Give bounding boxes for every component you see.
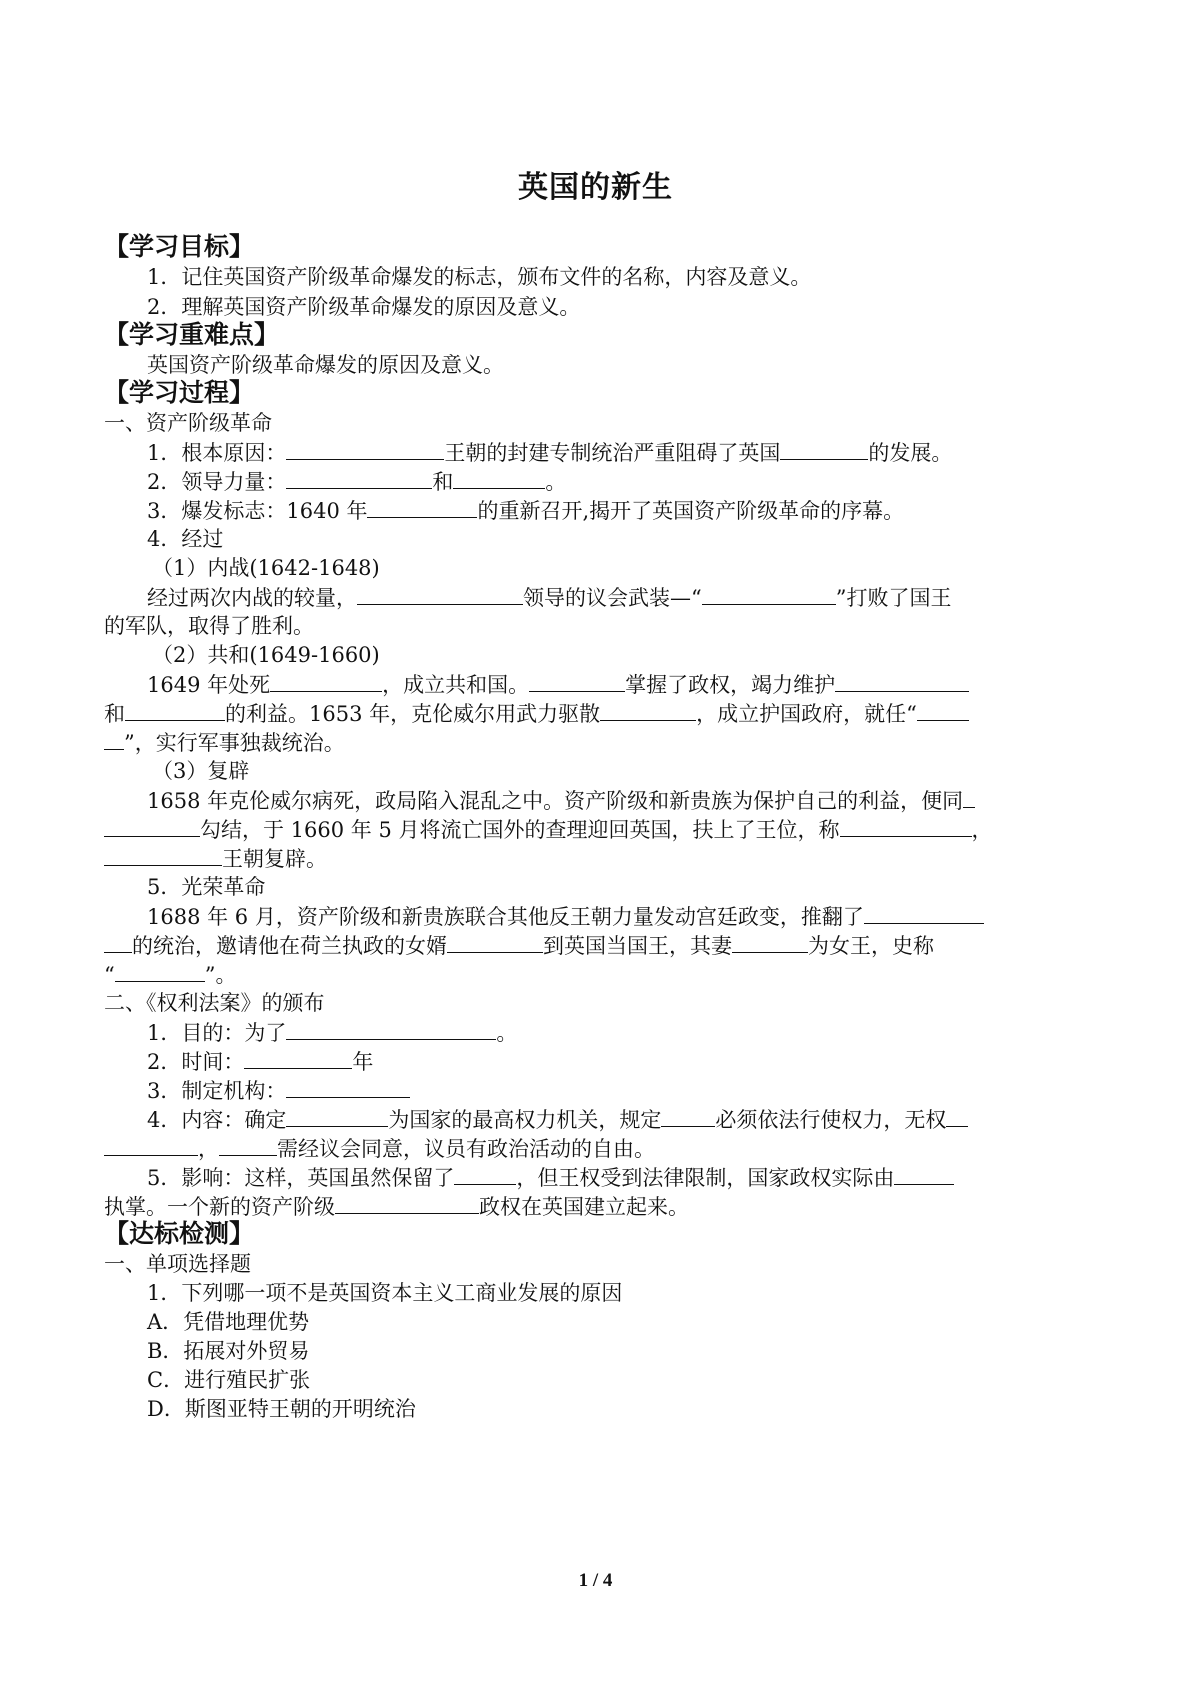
restoration-line-1 [147, 785, 975, 816]
fill-blank[interactable] [335, 1191, 479, 1214]
page-title: 英国的新生 [518, 170, 673, 205]
item-text: 。 [545, 470, 567, 494]
item-text: ， [971, 818, 993, 842]
bill-impact-line-1 [147, 1162, 954, 1193]
fill-blank[interactable] [357, 582, 523, 605]
item-text: ”，实行军事独裁统治。 [124, 731, 345, 755]
bill-content-line-1 [147, 1104, 968, 1135]
option-c[interactable]: C．进行殖民扩张 [147, 1368, 311, 1392]
fill-blank[interactable] [835, 669, 969, 692]
item-text: ，成立护国政府，就任“ [696, 702, 917, 726]
glorious-line-1 [147, 901, 984, 932]
item-text: 和 [104, 702, 125, 726]
fill-blank[interactable] [270, 669, 382, 692]
fill-blank[interactable] [104, 814, 200, 837]
item-text: 3．制定机构： [147, 1079, 287, 1103]
item-outbreak [147, 495, 904, 526]
fill-blank[interactable] [115, 959, 205, 982]
item-text: 5．影响：这样，英国虽然保留了 [147, 1166, 455, 1190]
item-text: 必须依法行使权力，无权 [715, 1108, 947, 1132]
restoration-line-3 [104, 843, 327, 874]
item-text: 年 [352, 1050, 374, 1074]
item-text: 政权在英国建立起来。 [479, 1195, 689, 1219]
fill-blank[interactable] [219, 1133, 277, 1156]
item-text: 3．爆发标志：1640 年 [147, 499, 368, 523]
bill-purpose [147, 1017, 517, 1048]
question-1: 1．下列哪一项不是英国资本主义工商业发展的原因 [147, 1281, 623, 1305]
fill-blank[interactable] [125, 698, 225, 721]
option-a[interactable]: A．凭借地理优势 [147, 1310, 310, 1334]
item-text: ，成立共和国。 [382, 673, 530, 697]
goal-item-1: 1．记住英国资产阶级革命爆发的标志，颁布文件的名称，内容及意义。 [147, 265, 812, 289]
fill-blank[interactable] [286, 437, 444, 460]
test-section-title: 一、单项选择题 [104, 1252, 251, 1276]
civil-war-line-2: 的军队，取得了胜利。 [104, 614, 314, 638]
civil-war-line-1 [147, 582, 952, 613]
fill-blank[interactable] [104, 843, 222, 866]
section-2-title: 二、《权利法案》的颁布 [104, 991, 325, 1015]
subsection-restoration: （3）复辟 [152, 759, 250, 783]
item-text: 的发展。 [868, 441, 953, 465]
fill-blank[interactable] [286, 1104, 388, 1127]
fill-blank[interactable] [840, 814, 972, 837]
item-text: 1．根本原因： [147, 441, 287, 465]
item-text: 勾结，于 1660 年 5 月将流亡国外的查理迎回英国，扶上了王位，称 [200, 818, 840, 842]
item-text: 为国家的最高权力机关，规定 [388, 1108, 662, 1132]
heading-key-points: 【学习重难点】 [104, 320, 280, 349]
fill-blank[interactable] [286, 466, 432, 489]
item-text: 到英国当国王，其妻 [543, 934, 732, 958]
fill-blank[interactable] [780, 437, 868, 460]
republic-line-3 [104, 727, 345, 758]
item-text: 需经议会同意，议员有政治活动的自由。 [277, 1137, 655, 1161]
republic-line-2 [104, 698, 969, 729]
glorious-line-3 [104, 959, 237, 990]
item-text: ”打败了国王 [835, 586, 952, 610]
fill-blank[interactable] [286, 1017, 496, 1040]
bill-time [147, 1046, 373, 1077]
subsection-republic: （2）共和(1649-1660) [152, 643, 380, 667]
fill-blank[interactable] [447, 930, 543, 953]
item-text: 王朝的封建专制统治严重阻碍了英国 [444, 441, 781, 465]
subsection-civil-war: （1）内战(1642-1648) [152, 556, 380, 580]
fill-blank[interactable] [600, 698, 696, 721]
goal-item-2: 2．理解英国资产阶级革命爆发的原因及意义。 [147, 295, 581, 319]
fill-blank[interactable] [454, 1162, 516, 1185]
option-d[interactable]: D．斯图亚特王朝的开明统治 [147, 1397, 416, 1421]
item-glorious-revolution: 5．光荣革命 [147, 875, 266, 899]
fill-blank[interactable] [661, 1104, 715, 1127]
item-text: 1688 年 6 月，资产阶级和新贵族联合其他反王朝力量发动宫廷政变，推翻了 [147, 905, 864, 929]
republic-line-1 [147, 669, 969, 700]
fill-blank[interactable] [864, 901, 984, 924]
item-text: 1658 年克伦威尔病死，政局陷入混乱之中。资产阶级和新贵族为保护自己的利益，便同 [147, 789, 964, 813]
item-text: 经过两次内战的较量， [147, 586, 357, 610]
item-text: 。 [496, 1021, 518, 1045]
item-text: 的重新召开,揭开了英国资产阶级革命的序幕。 [477, 499, 905, 523]
bill-content-line-2 [104, 1133, 655, 1164]
item-text: 执掌。一个新的资产阶级 [104, 1195, 335, 1219]
fill-blank[interactable] [453, 466, 545, 489]
glorious-line-2 [104, 930, 934, 961]
fill-blank[interactable] [917, 698, 969, 721]
option-b[interactable]: B．拓展对外贸易 [147, 1339, 310, 1363]
item-text: 领导的议会武装—“ [523, 586, 702, 610]
item-text: 和 [432, 470, 454, 494]
item-text: “ [104, 963, 115, 987]
fill-blank[interactable] [286, 1075, 410, 1098]
fill-blank[interactable] [244, 1046, 352, 1069]
fill-blank[interactable] [104, 727, 124, 750]
item-text: ”。 [204, 963, 237, 987]
item-text: 为女王，史称 [808, 934, 934, 958]
item-text: 1．目的：为了 [147, 1021, 287, 1045]
item-text: 掌握了政权，竭力维护 [625, 673, 836, 697]
item-text: 的统治，邀请他在荷兰执政的女婿 [132, 934, 447, 958]
item-text: 2．时间： [147, 1050, 245, 1074]
bill-institution [147, 1075, 410, 1106]
item-root-cause [147, 437, 952, 468]
item-text: 4．内容：确定 [147, 1108, 287, 1132]
fill-blank[interactable] [702, 582, 836, 605]
item-text: 1649 年处死 [147, 673, 271, 697]
item-text: 的利益。1653 年，克伦威尔用武力驱散 [225, 702, 601, 726]
item-text: 2．领导力量： [147, 470, 287, 494]
heading-process: 【学习过程】 [104, 378, 255, 407]
item-leaders [147, 466, 566, 497]
fill-blank[interactable] [946, 1104, 968, 1127]
heading-goals: 【学习目标】 [104, 232, 255, 261]
fill-blank[interactable] [963, 785, 975, 808]
fill-blank[interactable] [367, 495, 477, 518]
section-1-title: 一、资产阶级革命 [104, 411, 272, 435]
restoration-line-2 [104, 814, 993, 845]
page-number: 1 / 4 [578, 1570, 613, 1591]
fill-blank[interactable] [732, 930, 808, 953]
fill-blank[interactable] [104, 1133, 198, 1156]
fill-blank[interactable] [104, 930, 132, 953]
item-text: ， [198, 1137, 219, 1161]
item-text: ，但王权受到法律限制，国家政权实际由 [516, 1166, 895, 1190]
item-process: 4．经过 [147, 527, 224, 551]
key-points-text: 英国资产阶级革命爆发的原因及意义。 [147, 353, 504, 377]
fill-blank[interactable] [529, 669, 625, 692]
fill-blank[interactable] [894, 1162, 954, 1185]
heading-test: 【达标检测】 [104, 1219, 255, 1248]
item-text: 王朝复辟。 [222, 847, 327, 871]
